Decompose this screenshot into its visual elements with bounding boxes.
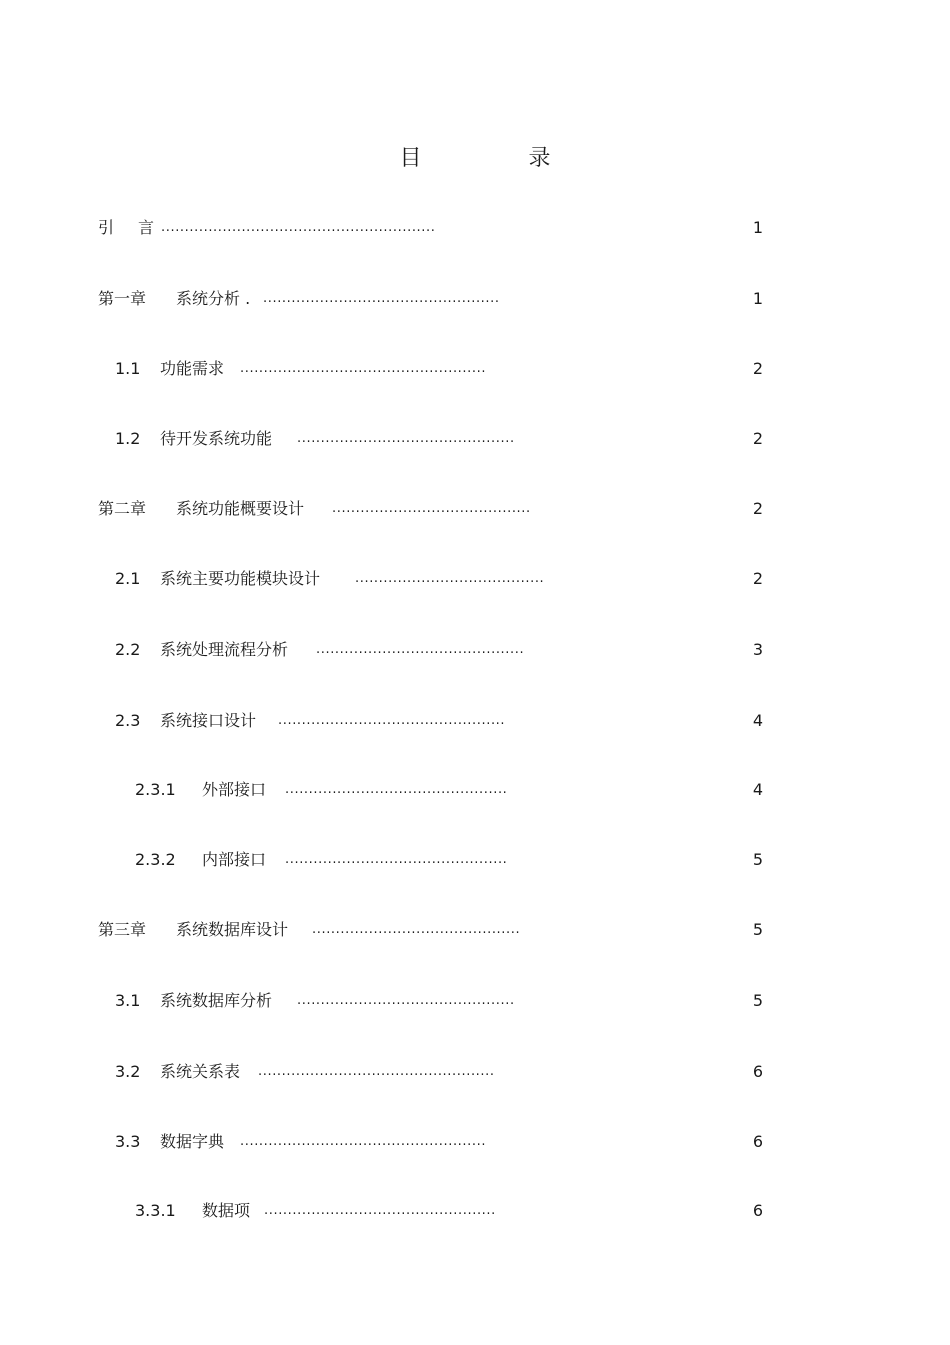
toc-entry-number: 1.1 bbox=[115, 359, 141, 378]
toc-dot-leader: .............................................. bbox=[297, 993, 515, 1008]
toc-page-number: 5 bbox=[752, 991, 764, 1010]
toc-entry-number: 2.3 bbox=[115, 711, 141, 730]
toc-page-number: 2 bbox=[752, 569, 764, 588]
toc-dot-leader: ............................................... bbox=[285, 852, 508, 867]
toc-entry[interactable] bbox=[0, 1129, 950, 1155]
toc-entry-number: 第二章 bbox=[98, 499, 147, 518]
toc-page-number: 6 bbox=[752, 1132, 764, 1151]
toc-entry-title: 功能需求 bbox=[160, 359, 225, 378]
toc-entry-number: 2.3.2 bbox=[135, 850, 176, 869]
toc-entry-number: 2.1 bbox=[115, 569, 141, 588]
toc-entry-title: 系统主要功能模块设计 bbox=[160, 569, 321, 588]
toc-page-number: 4 bbox=[752, 711, 764, 730]
toc-entry[interactable] bbox=[0, 708, 950, 734]
toc-entry-title: 系统数据库分析 bbox=[160, 991, 273, 1010]
toc-page-number: 2 bbox=[752, 429, 764, 448]
toc-dot-leader: .............................................. bbox=[297, 431, 515, 446]
toc-entry-number: 3.3.1 bbox=[135, 1201, 176, 1220]
toc-page-number: 6 bbox=[752, 1201, 764, 1220]
toc-page-number: 1 bbox=[752, 218, 764, 237]
toc-entry-title: 外部接口 bbox=[202, 780, 267, 799]
toc-dot-leader: ............................................ bbox=[312, 922, 521, 937]
toc-entry[interactable] bbox=[0, 215, 950, 241]
toc-dot-leader: .................................................. bbox=[258, 1064, 495, 1079]
toc-entry-title: 系统关系表 bbox=[160, 1062, 241, 1081]
toc-entry-title: 系统功能概要设计 bbox=[176, 499, 305, 518]
toc-entry[interactable] bbox=[0, 496, 950, 522]
toc-entry[interactable] bbox=[0, 1059, 950, 1085]
toc-dot-leader: .................................................... bbox=[240, 1134, 487, 1149]
toc-page-number: 4 bbox=[752, 780, 764, 799]
toc-entry-title: 系统处理流程分析 bbox=[160, 640, 289, 659]
toc-dot-leader: ................................................. bbox=[264, 1203, 496, 1218]
toc-page-number: 1 bbox=[752, 289, 764, 308]
toc-entry[interactable] bbox=[0, 917, 950, 943]
toc-dot-leader: .......................................................... bbox=[161, 220, 436, 235]
toc-dot-leader: .......................................... bbox=[332, 501, 531, 516]
toc-entry-number: 3.2 bbox=[115, 1062, 141, 1081]
toc-title: 目 录 bbox=[399, 146, 601, 171]
toc-entry-title: 内部接口 bbox=[202, 850, 267, 869]
toc-dot-leader: .................................................. bbox=[263, 291, 500, 306]
toc-dot-leader: ........................................ bbox=[355, 571, 545, 586]
toc-dot-leader: .................................................... bbox=[240, 361, 487, 376]
toc-page-number: 5 bbox=[752, 920, 764, 939]
toc-entry[interactable] bbox=[0, 777, 950, 803]
toc-entry-title: 言 bbox=[138, 218, 155, 237]
toc-entry-number: 1.2 bbox=[115, 429, 141, 448]
toc-page-number: 2 bbox=[752, 499, 764, 518]
toc-entry[interactable] bbox=[0, 286, 950, 312]
toc-page-number: 2 bbox=[752, 359, 764, 378]
toc-entry-title: 系统数据库设计 bbox=[176, 920, 289, 939]
toc-entry[interactable] bbox=[0, 988, 950, 1014]
toc-entry-number: 第一章 bbox=[98, 289, 147, 308]
toc-dot-leader: ................................................ bbox=[278, 713, 506, 728]
toc-entry-number: 2.2 bbox=[115, 640, 141, 659]
toc-dot-leader: ............................................... bbox=[285, 782, 508, 797]
toc-entry-title: 系统接口设计 bbox=[160, 711, 257, 730]
toc-entry[interactable] bbox=[0, 847, 950, 873]
toc-entry-title: 系统分析 . bbox=[176, 289, 251, 308]
toc-dot-leader: ............................................ bbox=[316, 642, 525, 657]
toc-entry-number: 3.3 bbox=[115, 1132, 141, 1151]
toc-entry[interactable] bbox=[0, 1198, 950, 1224]
toc-entry[interactable] bbox=[0, 356, 950, 382]
toc-entry[interactable] bbox=[0, 566, 950, 592]
toc-entry[interactable] bbox=[0, 637, 950, 663]
toc-entry-title: 数据项 bbox=[202, 1201, 251, 1220]
toc-entry-number: 2.3.1 bbox=[135, 780, 176, 799]
toc-page-number: 5 bbox=[752, 850, 764, 869]
toc-entry-number: 3.1 bbox=[115, 991, 141, 1010]
toc-entry-number: 引 bbox=[98, 218, 115, 237]
toc-entry-title: 待开发系统功能 bbox=[160, 429, 273, 448]
toc-entry-title: 数据字典 bbox=[160, 1132, 225, 1151]
toc-page-number: 3 bbox=[752, 640, 764, 659]
toc-entry-number: 第三章 bbox=[98, 920, 147, 939]
toc-page-number: 6 bbox=[752, 1062, 764, 1081]
toc-entry[interactable] bbox=[0, 426, 950, 452]
